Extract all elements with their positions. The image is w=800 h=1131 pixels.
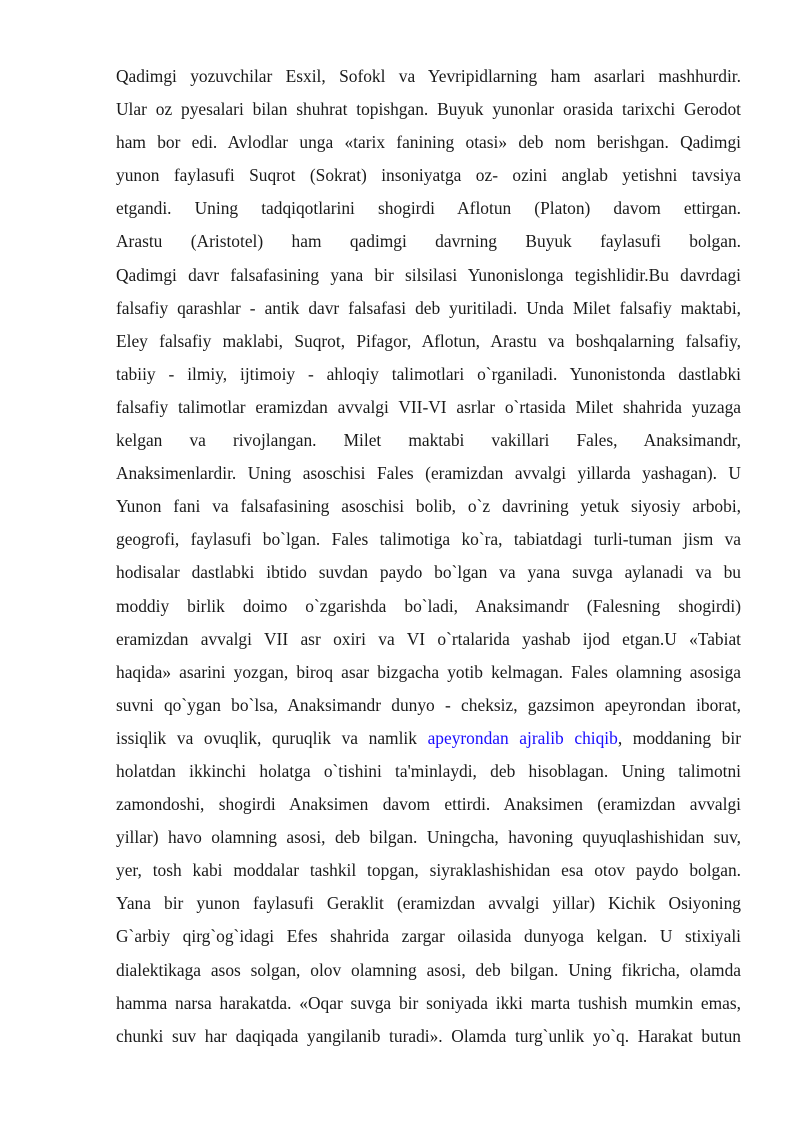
text-line: zamondoshi, shogirdi Anaksimen davom ettirdi. Anaksimen (eramizdan avvalgi <box>116 794 741 815</box>
text-line: falsafiy talimotlar eramizdan avvalgi VII-VI asrlar o`rtasida Milet shahrida yuzaga <box>116 396 741 417</box>
text-line: Arastu (Aristotel) ham qadimgi davrning Buyuk faylasufi bolgan. <box>116 231 741 252</box>
text-line: hamma narsa harakatda. «Oqar suvga bir soniyada ikki marta tushish mumkin emas, <box>116 992 741 1013</box>
text-line: moddiy birlik doimo o`zgarishda bo`ladi, Anaksimandr (Falesning shogirdi) <box>116 595 741 616</box>
text-line: yillar) havo olamning asosi, deb bilgan. Uningcha, havoning quyuqlashishidan suv, <box>116 827 741 848</box>
text-line: haqida» asarini yozgan, biroq asar bizgacha yotib kelmagan. Fales olamning asosiga <box>116 661 741 682</box>
text-line: tabiiy - ilmiy, ijtimoiy - ahloqiy talimotlari o`rganiladi. Yunonistonda dastlabki <box>116 363 741 384</box>
text-line: etgandi. Uning tadqiqotlarini shogirdi Aflotun (Platon) davom ettirgan. <box>116 198 741 219</box>
text-line: holatdan ikkinchi holatga o`tishini ta'minlaydi, deb hisoblagan. Uning talimotni <box>116 760 741 781</box>
text-line: G`arbiy qirg`og`idagi Efes shahrida zargar oilasida dunyoga kelgan. U stixiyali <box>116 926 741 947</box>
text-line: chunki suv har daqiqada yangilanib turadi». Olamda turg`unlik yo`q. Harakat butun <box>116 1025 741 1046</box>
text-line: eramizdan avvalgi VII asr oxiri va VI o`rtalarida yashab ijod etgan.U «Tabiat <box>116 628 741 649</box>
text-line: suvni qo`ygan bo`lsa, Anaksimandr dunyo - cheksiz, gazsimon apeyrondan iborat, <box>116 694 741 715</box>
body-text <box>116 60 741 1053</box>
hyperlink-apeyrondan[interactable]: apeyrondan ajralib chiqib <box>427 727 618 748</box>
text-line: kelgan va rivojlangan. Milet maktabi vakillari Fales, Anaksimandr, <box>116 430 741 451</box>
text-line: Eley falsafiy maklabi, Suqrot, Pifagor, Aflotun, Arastu va boshqalarning falsafiy, <box>116 330 741 351</box>
text-line: ham bor edi. Avlodlar unga «tarix fanining otasi» deb nom berishgan. Qadimgi <box>116 132 741 153</box>
text-line: yunon faylasufi Suqrot (Sokrat) insoniyatga oz- ozini anglab yetishni tavsiya <box>116 165 741 186</box>
text-line: Yunon fani va falsafasining asoschisi bolib, o`z davrining yetuk siyosiy arbobi, <box>116 496 741 517</box>
text-line: yer, tosh kabi moddalar tashkil topgan, siyraklashishidan esa otov paydo bolgan. <box>116 860 741 881</box>
text-line: hodisalar dastlabki ibtido suvdan paydo bo`lgan va yana suvga aylanadi va bu <box>116 562 741 583</box>
text-line: falsafiy qarashlar - antik davr falsafasi deb yuritiladi. Unda Milet falsafiy maktabi, <box>116 297 741 318</box>
text-line-with-link <box>116 722 741 755</box>
text-line: Anaksimenlardir. Uning asoschisi Fales (eramizdan avvalgi yillarda yashagan). U <box>116 463 741 484</box>
text-line: Qadimgi yozuvchilar Esxil, Sofokl va Yevripidlarning ham asarlari mashhurdir. <box>116 66 741 86</box>
text-line: Ular oz pyesalari bilan shuhrat topishgan. Buyuk yunonlar orasida tarixchi Gerodot <box>116 99 741 120</box>
text-line: Yana bir yunon faylasufi Geraklit (eramizdan avvalgi yillar) Kichik Osiyoning <box>116 893 741 914</box>
text-line: dialektikaga asos solgan, olov olamning asosi, deb bilgan. Uning fikricha, olamda <box>116 959 741 980</box>
text-line: geogrofi, faylasufi bo`lgan. Fales talimotiga ko`ra, tabiatdagi turli-tuman jism va <box>116 529 741 550</box>
text-segment: issiqlik va ovuqlik, quruqlik va namlik <box>116 727 428 748</box>
text-line: Qadimgi davr falsafasining yana bir silsilasi Yunonislonga tegishlidir.Bu davrdagi <box>116 264 741 285</box>
text-segment: , moddaning bir <box>617 727 741 748</box>
